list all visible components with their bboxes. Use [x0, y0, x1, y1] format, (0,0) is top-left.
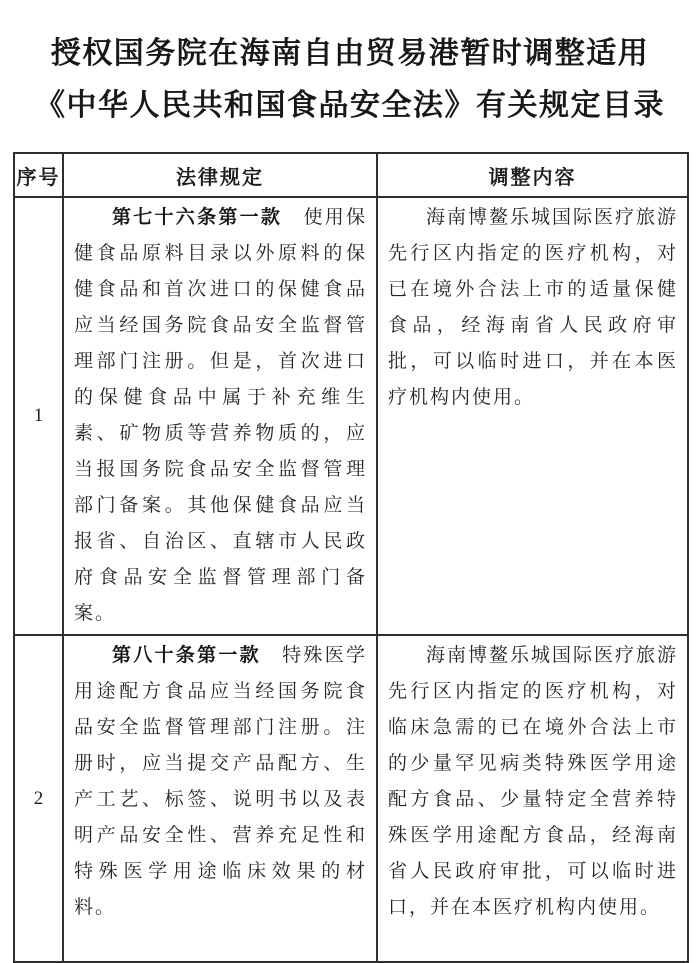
row-number-cell: 2 — [14, 635, 63, 962]
table-row — [14, 635, 688, 962]
regulations-table — [13, 152, 689, 963]
header-cell-adjustment-content: 调整内容 — [377, 153, 688, 197]
adjustment-paragraph: 海南博鳌乐城国际医疗旅游先行区内指定的医疗机构，对已在境外合法上市的适量保健食品，经海南省人民政府审批，可以临时进口，并在本医疗机构内使用。 — [388, 207, 679, 408]
legal-provision-paragraph — [74, 200, 367, 632]
header-cell-legal-provision: 法律规定 — [63, 153, 377, 197]
law-article-lead: 第七十六条第一款 — [112, 207, 283, 228]
legal-provision-cell — [63, 197, 377, 635]
table-header-row — [14, 153, 688, 197]
adjustment-content-cell — [377, 635, 688, 962]
row-number-cell: 1 — [14, 197, 63, 635]
legal-provision-paragraph — [74, 638, 367, 926]
document-title-line-1: 授权国务院在海南自由贸易港暂时调整适用 — [50, 37, 650, 70]
document-title-line-2: 《中华人民共和国食品安全法》有关规定目录 — [35, 89, 665, 122]
adjustment-content-cell — [377, 197, 688, 635]
law-article-body: 特殊医学用途配方食品应当经国务院食品安全监督管理部门注册。注册时，应当提交产品配方、生产工艺、标签、说明书以及表明产品安全性、营养充足性和特殊医学用途临床效果的材料。 — [74, 645, 367, 918]
legal-provision-cell — [63, 635, 377, 962]
document-title — [0, 0, 700, 132]
adjustment-paragraph: 海南博鳌乐城国际医疗旅游先行区内指定的医疗机构，对临床急需的已在境外合法上市的少量罕见病类特殊医学用途配方食品、少量特定全营养特殊医学用途配方食品，经海南省人民政府审批，可以临时进口，并在本医疗机构内使用。 — [388, 645, 679, 918]
law-article-body: 使用保健食品原料目录以外原料的保健食品和首次进口的保健食品应当经国务院食品安全监督管理部门注册。但是，首次进口的保健食品中属于补充维生素、矿物质等营养物质的，应当报国务院食品安全监督管理部门备案。其他保健食品应当报省、自治区、直辖市人民政府食品安全监督管理部门备案。 — [74, 207, 367, 624]
law-article-lead: 第八十条第一款 — [112, 645, 261, 666]
table-row — [14, 197, 688, 635]
header-cell-serial-number: 序号 — [14, 153, 63, 197]
